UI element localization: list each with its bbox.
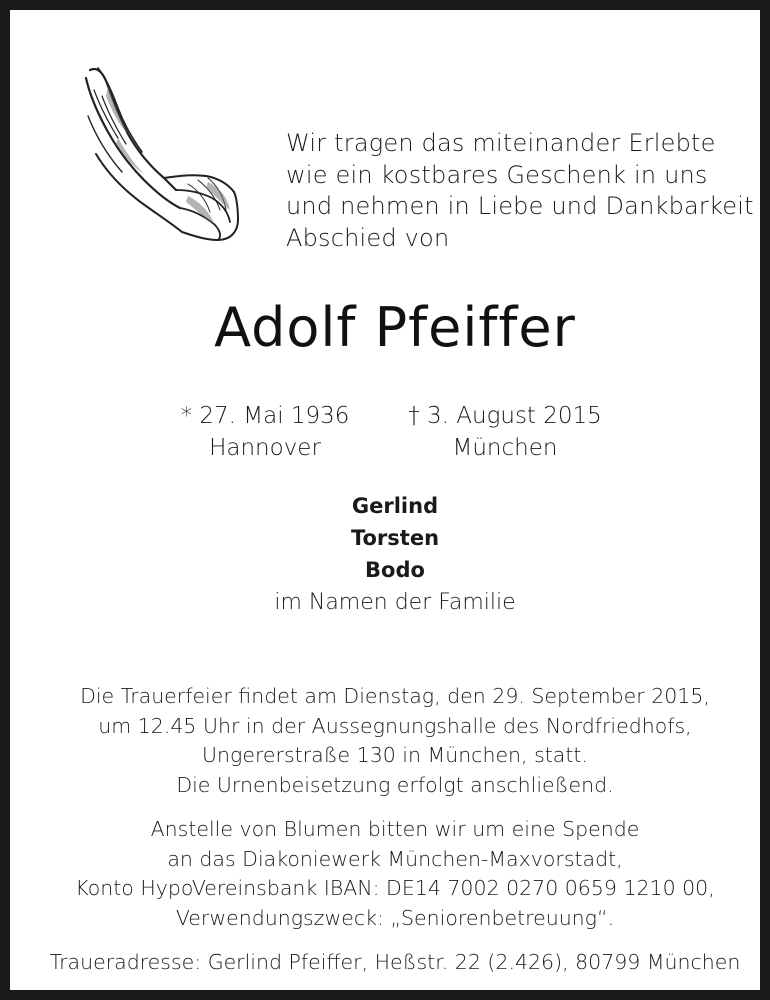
service-details: [10, 682, 770, 800]
family-member: Bodo: [365, 558, 425, 582]
family-signature: [10, 490, 770, 620]
service-line: Ungererstraße 130 in München, statt.: [202, 743, 588, 767]
service-line: Die Trauerfeier findet am Dienstag, den 29. September 2015,: [80, 684, 710, 708]
donation-line: Konto HypoVereinsbank IBAN: DE14 7002 0270 0659 1210 00,: [75, 876, 715, 900]
donation-line: an das Diakoniewerk München-Maxvorstadt,: [167, 846, 623, 871]
birth-info: [160, 400, 370, 464]
death-place: München: [452, 435, 558, 461]
family-member: Torsten: [350, 526, 440, 550]
donation-request: [10, 815, 770, 933]
donation-line: Anstelle von Blumen bitten wir um eine Spende: [150, 817, 640, 841]
birth-date: * 27. Mai 1936: [180, 403, 350, 429]
mourning-address: Traueradresse: Gerlind Pfeiffer, Heßstr. 22 (2.426), 80799 München: [49, 950, 741, 974]
birth-place: Hannover: [209, 435, 321, 461]
death-info: [395, 400, 615, 464]
deceased-name: Adolf Pfeiffer: [214, 296, 576, 359]
intro-line: wie ein kostbares Geschenk in uns: [286, 160, 708, 189]
donation-line: Verwendungszweck: „Seniorenbetreuung“.: [175, 905, 615, 930]
death-date: † 3. August 2015: [408, 403, 602, 429]
service-line: Die Urnenbeisetzung erfolgt anschließend.: [176, 772, 614, 797]
intro-line: Abschied von: [286, 223, 450, 252]
intro-line: Wir tragen das miteinander Erlebte: [286, 129, 716, 157]
praying-hands-icon: [68, 56, 248, 246]
intro-line: und nehmen in Liebe und Dankbarkeit: [286, 192, 754, 220]
intro-verse: [286, 128, 756, 254]
family-note: im Namen der Familie: [274, 590, 516, 615]
family-member: Gerlind: [351, 494, 439, 518]
service-line: um 12.45 Uhr in der Aussegnungshalle des Nordfriedhofs,: [98, 713, 692, 738]
